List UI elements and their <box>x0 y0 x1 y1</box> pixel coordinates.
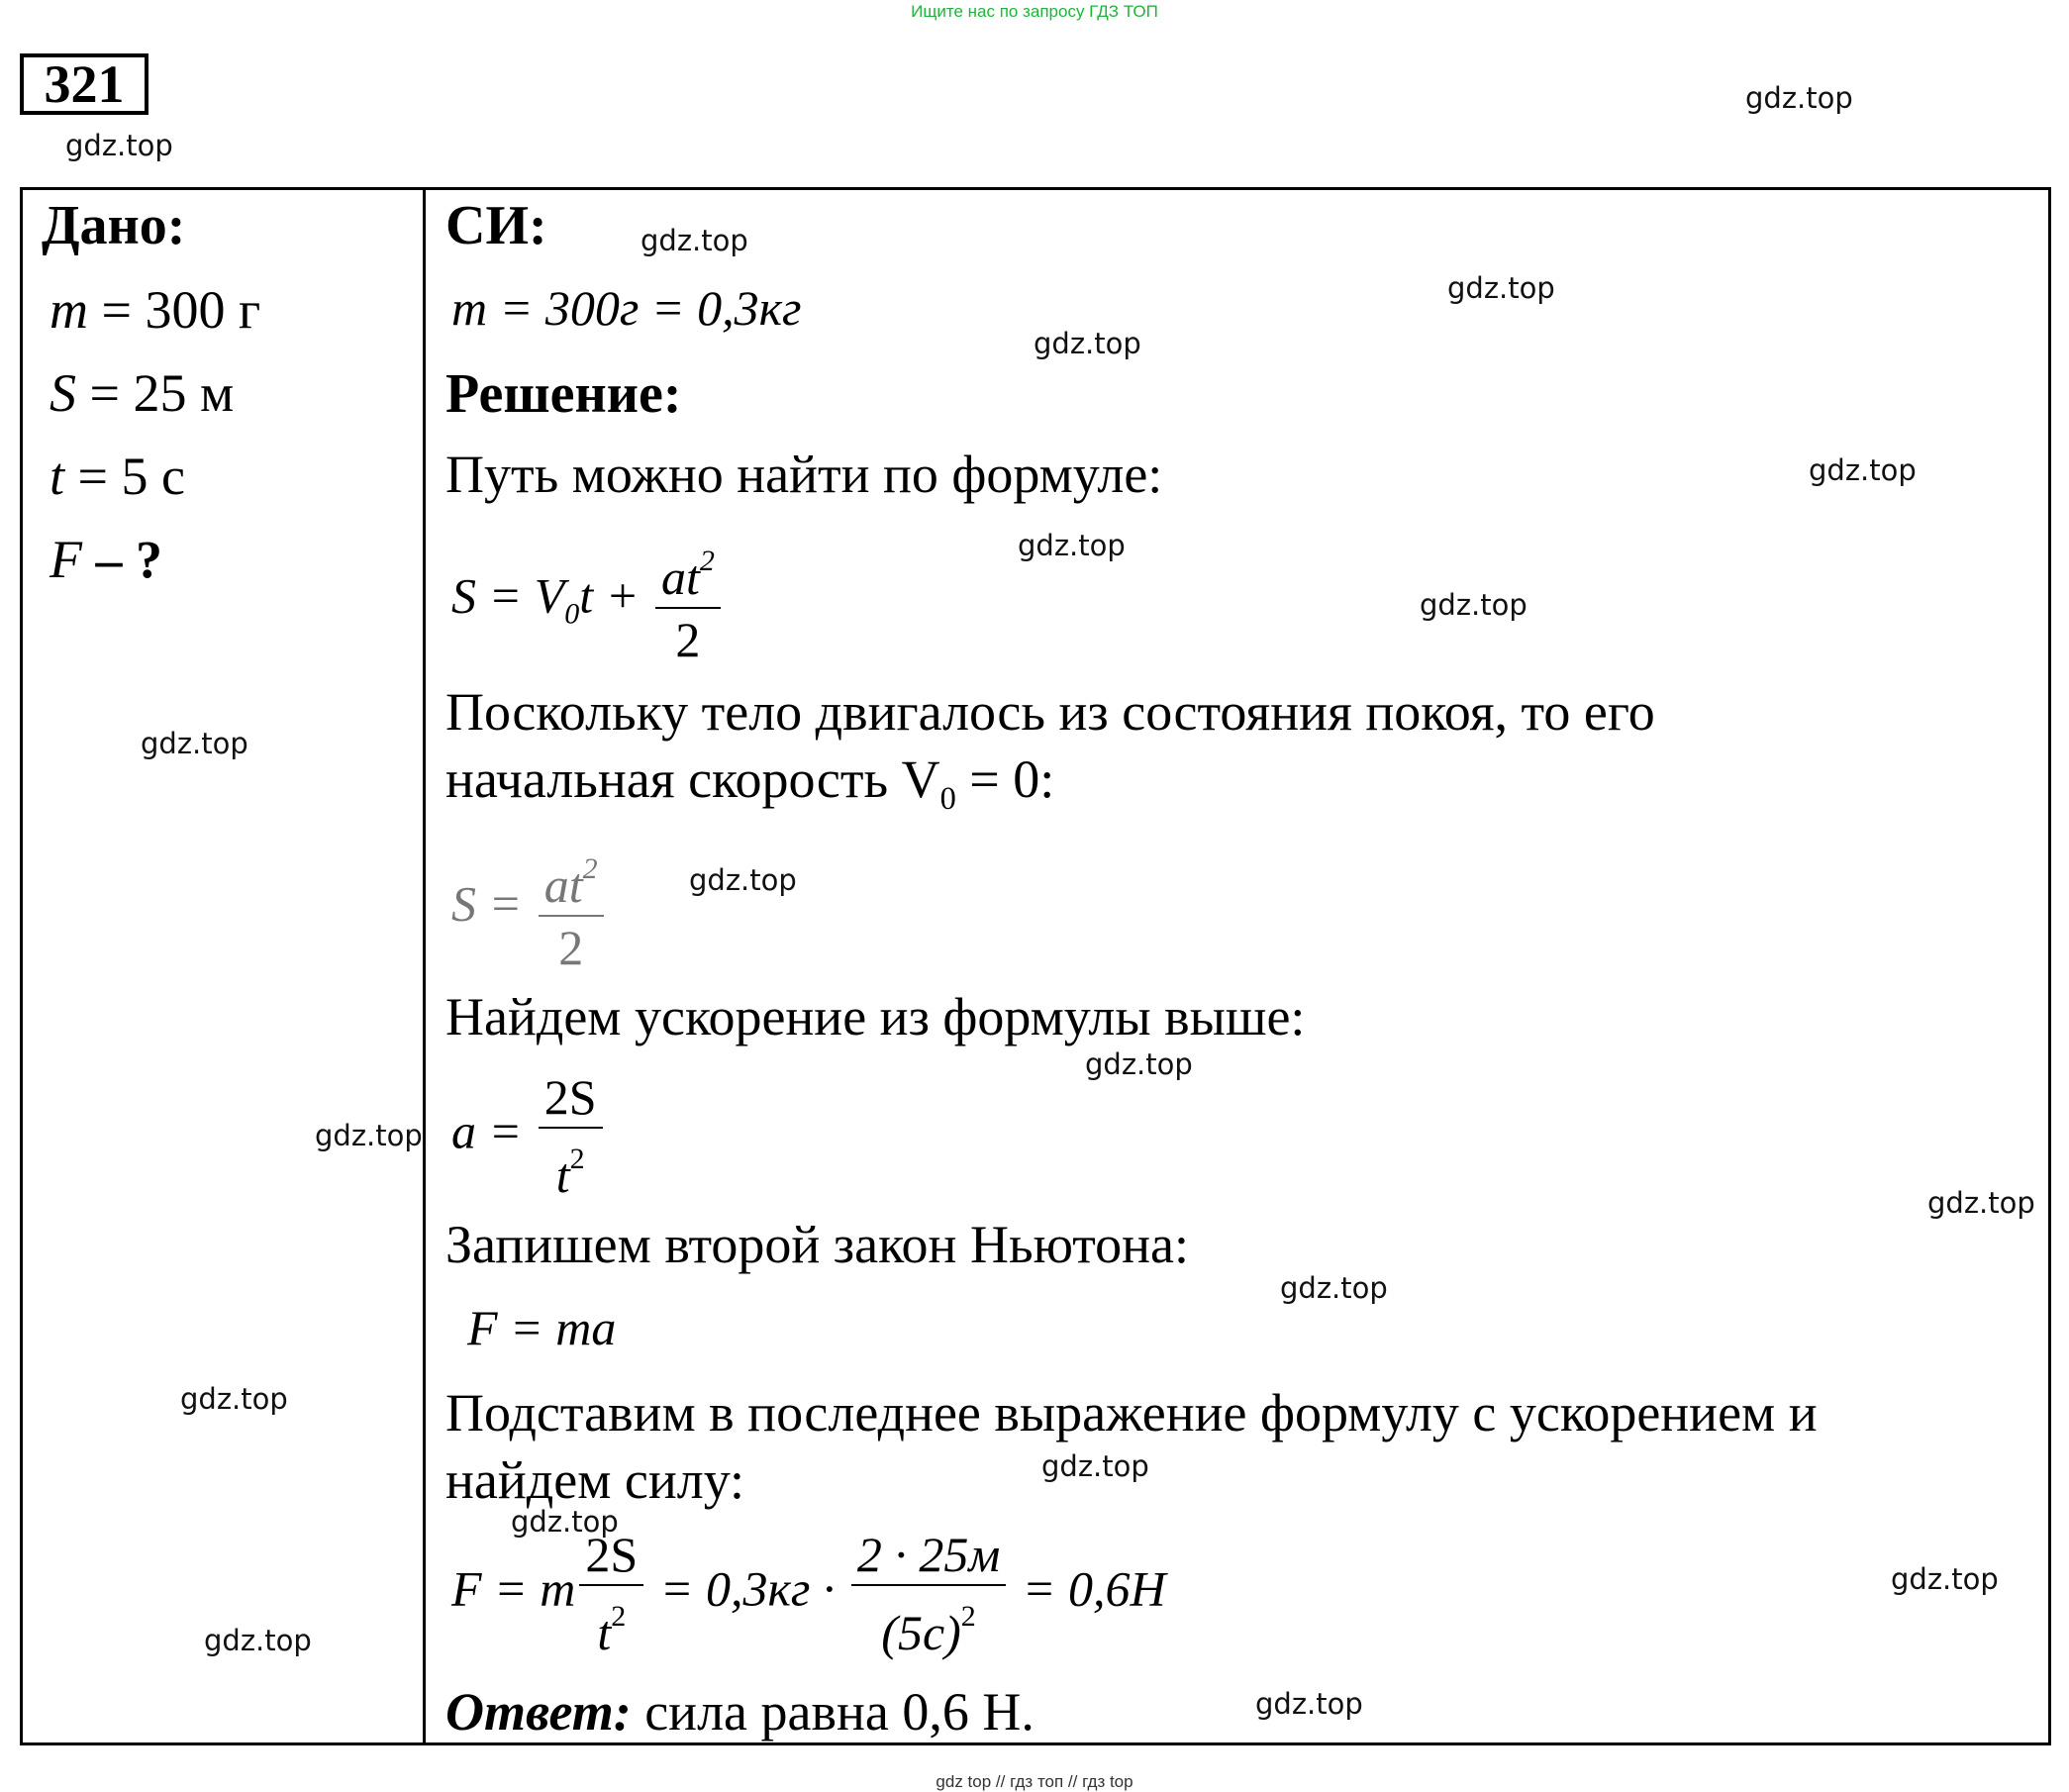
formula-force-left: F = m <box>451 1560 576 1617</box>
given-mass-value: = 300 г <box>88 280 261 340</box>
formula-rest-den: 2 <box>558 920 584 975</box>
given-distance-var: S <box>49 363 76 423</box>
formula-force-mid: = 0,3кг · <box>647 1560 847 1617</box>
formula-rest-num: at <box>543 857 583 913</box>
formula-newton: F = ma <box>467 1300 617 1355</box>
watermark: gdz.top <box>1420 588 1527 622</box>
answer-line <box>445 1681 1034 1742</box>
formula-path-num: at <box>660 549 700 605</box>
watermark: gdz.top <box>1447 271 1555 305</box>
formula-force-right: = 0,6Н <box>1010 1560 1166 1617</box>
watermark: gdz.top <box>1041 1449 1149 1483</box>
formula-accel-exp: 2 <box>569 1143 585 1175</box>
watermark: gdz.top <box>1927 1186 2035 1220</box>
formula-path-fraction <box>655 532 721 670</box>
formula-force-exp2: 2 <box>960 1600 976 1633</box>
formula-accel-fraction <box>539 1067 603 1206</box>
given-title: Дано: <box>42 195 186 256</box>
formula-force-num1: 2S <box>579 1525 643 1586</box>
solution-paragraph-5-line-2: найдем силу: <box>445 1450 744 1510</box>
given-distance-value: = 25 м <box>76 363 235 423</box>
solution-paragraph-2-line-2 <box>445 748 1054 818</box>
solution-paragraph-5-line-1: Подставим в последнее выражение формулу с ускорением и <box>445 1383 1818 1443</box>
watermark: gdz.top <box>1255 1687 1363 1721</box>
watermark: gdz.top <box>1280 1271 1388 1305</box>
formula-accel-left: a = <box>451 1103 535 1159</box>
given-find-var: F <box>49 530 82 589</box>
formula-path <box>451 532 725 670</box>
formula-force-den2: (5с) <box>881 1605 961 1660</box>
p2-text-a: начальная скорость V <box>445 749 940 809</box>
given-mass-var: m <box>49 280 88 340</box>
given-find-value: – ? <box>82 530 162 589</box>
formula-path-rest <box>451 840 608 978</box>
formula-path-left: S = V <box>451 567 565 624</box>
given-time-var: t <box>49 447 65 506</box>
p2-text-b: = 0: <box>955 749 1055 809</box>
formula-rest-exp: 2 <box>582 852 598 885</box>
p2-sub: 0 <box>939 780 956 817</box>
given-time <box>49 446 185 507</box>
watermark: gdz.top <box>1745 81 1853 115</box>
watermark: gdz.top <box>1891 1562 1999 1596</box>
answer-label: Ответ: <box>445 1682 632 1742</box>
problem-number: 321 <box>20 53 148 115</box>
formula-path-sub: 0 <box>564 597 580 631</box>
si-conversion: m = 300г = 0,3кг <box>451 280 802 336</box>
solution-paragraph-1: Путь можно найти по формуле: <box>445 445 1163 504</box>
formula-force-exp1: 2 <box>611 1600 627 1633</box>
given-find <box>49 529 162 590</box>
si-title: СИ: <box>445 195 547 256</box>
formula-force-fraction-1 <box>579 1525 643 1663</box>
watermark: gdz.top <box>689 863 797 897</box>
formula-rest-fraction <box>539 840 604 978</box>
solution-table <box>20 187 2051 1745</box>
formula-path-mid: t + <box>579 567 651 624</box>
watermark: gdz.top <box>1085 1047 1193 1081</box>
watermark: gdz.top <box>180 1382 288 1416</box>
solution-title: Решение: <box>445 363 682 425</box>
formula-force-fraction-2 <box>851 1525 1006 1663</box>
watermark: gdz.top <box>1034 327 1141 360</box>
answer-text: сила равна 0,6 Н. <box>631 1682 1034 1742</box>
watermark: gdz.top <box>1018 529 1126 562</box>
watermark: gdz.top <box>1809 453 1917 487</box>
given-distance <box>49 362 234 424</box>
watermark: gdz.top <box>640 224 748 257</box>
formula-accel-den: t <box>555 1147 570 1203</box>
formula-force-num2: 2 · 25м <box>851 1525 1006 1586</box>
table-divider <box>423 187 426 1745</box>
formula-force-den1: t <box>597 1605 612 1660</box>
solution-paragraph-2-line-1: Поскольку тело двигалось из состояния покоя, то его <box>445 682 1655 742</box>
formula-accel-num: 2S <box>539 1067 603 1129</box>
given-time-value: = 5 с <box>64 447 185 506</box>
formula-force <box>451 1525 1166 1663</box>
watermark: gdz.top <box>315 1119 423 1152</box>
given-mass <box>49 279 260 341</box>
formula-acceleration <box>451 1067 607 1206</box>
watermark: gdz.top <box>141 727 248 760</box>
formula-rest-left: S = <box>451 875 535 932</box>
solution-paragraph-4: Запишем второй закон Ньютона: <box>445 1215 1189 1274</box>
formula-path-exp: 2 <box>699 545 715 577</box>
watermark: gdz.top <box>65 129 173 162</box>
formula-path-den: 2 <box>675 612 701 667</box>
footer-links: gdz top // гдз топ // гдз top <box>936 1772 1133 1791</box>
watermark: gdz.top <box>511 1505 619 1539</box>
watermark: gdz.top <box>204 1624 312 1657</box>
top-search-note: Ищите нас по запросу ГДЗ ТОП <box>911 2 1158 21</box>
solution-paragraph-3: Найдем ускорение из формулы выше: <box>445 987 1306 1046</box>
